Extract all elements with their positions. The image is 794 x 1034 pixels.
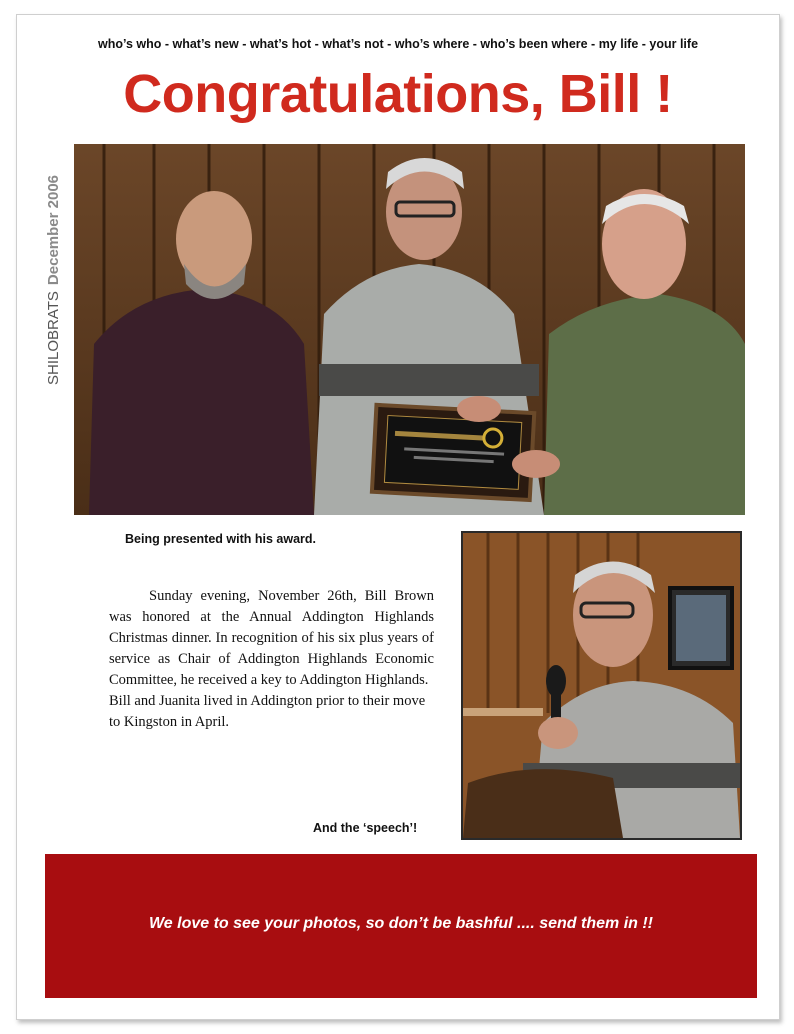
section-nav-text: who’s who - what’s new - what’s hot - what’s not - who’s where - who’s been where - my life - your life <box>97 37 699 51</box>
page-title: Congratulations, Bill ! <box>123 64 673 124</box>
issue-date: December 2006 <box>45 175 62 286</box>
article-paragraph: Sunday evening, November 26th, Bill Brown was honored at the Annual Addington Highlands Christmas dinner. In recognition of his six plus years of service as Chair of Addington Highlands Economic Committee, he received a key to Addington Highlands. <box>109 588 434 688</box>
newsletter-page <box>16 14 780 1020</box>
main-photo-caption: Being presented with his award. <box>125 532 317 546</box>
speech-photo <box>461 531 742 840</box>
article-body <box>109 586 434 733</box>
award-presentation-photo <box>74 144 745 515</box>
newsletter-name: SHILOBRATS <box>45 291 62 385</box>
vertical-masthead <box>31 145 62 385</box>
speech-photo-caption: And the ‘speech’! <box>313 821 418 835</box>
banner-message: We love to see your photos, so don’t be bashful .... send them in !! <box>148 915 654 932</box>
photo-submission-banner <box>45 854 757 998</box>
article-paragraph: Bill and Juanita lived in Addington prior to their move to Kingston in April. <box>109 693 426 730</box>
